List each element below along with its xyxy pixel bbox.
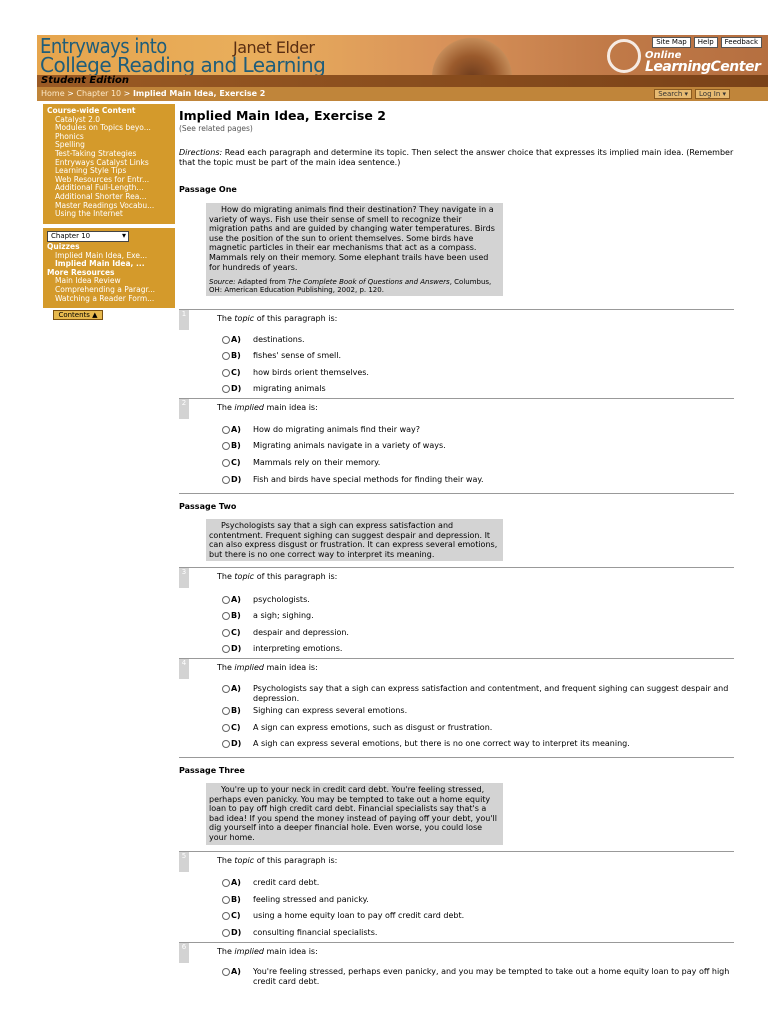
option-text: how birds orient themselves.: [253, 368, 369, 377]
question-block: [179, 567, 734, 657]
banner-arch-image: [432, 37, 512, 75]
feedback-link[interactable]: Feedback: [721, 37, 762, 48]
sidebar-item[interactable]: Phonics: [55, 132, 84, 141]
sidebar-item-quiz-current[interactable]: Implied Main Idea, ...: [55, 260, 145, 269]
answer-option[interactable]: [222, 425, 733, 435]
breadcrumb-bar: [37, 87, 768, 101]
radio-button[interactable]: [222, 724, 230, 732]
stem-tail: of this paragraph is:: [254, 314, 338, 323]
question-stem: [217, 572, 337, 581]
sidebar-chapter-content: [43, 228, 175, 308]
sidebar-item[interactable]: Additional Full-Length...: [55, 184, 144, 193]
edition-bar: [37, 75, 768, 87]
breadcrumb-chapter[interactable]: Chapter 10: [76, 89, 122, 98]
question-stem: [217, 314, 337, 323]
top-links: [652, 37, 762, 48]
passage-text: [206, 519, 503, 561]
stem-implied: implied: [234, 403, 264, 412]
question-block: [179, 942, 734, 1002]
option-text: You're feeling stressed, perhaps even panicky, and you may be tempted to take out a home equity loan to pay off high credit card debt.: [253, 967, 730, 986]
answer-option[interactable]: [222, 895, 733, 905]
radio-button[interactable]: [222, 912, 230, 920]
related-pages-link[interactable]: (See related pages): [179, 124, 253, 133]
stem-tail: of this paragraph is:: [254, 856, 338, 865]
radio-button[interactable]: [222, 442, 230, 450]
sidebar-item[interactable]: Entryways Catalyst Links: [55, 158, 149, 167]
option-text: destinations.: [253, 335, 305, 344]
radio-button[interactable]: [222, 612, 230, 620]
option-letter: A): [231, 335, 241, 344]
option-letter: A): [231, 425, 241, 434]
olc-logo-icon: [607, 39, 641, 73]
sidebar-item[interactable]: Spelling: [55, 141, 85, 150]
stem-topic: topic: [234, 314, 255, 323]
radio-button[interactable]: [222, 426, 230, 434]
stem-the: The: [217, 947, 235, 956]
sidebar-item[interactable]: Additional Shorter Rea...: [55, 192, 147, 201]
answer-option[interactable]: [222, 384, 733, 394]
option-text: How do migrating animals find their way?: [253, 425, 421, 434]
chapter-select[interactable]: Chapter 10 ▾: [47, 231, 129, 242]
option-text: psychologists.: [253, 595, 310, 604]
radio-button[interactable]: [222, 879, 230, 887]
stem-topic: topic: [234, 572, 255, 581]
passage-heading: Passage Three: [179, 766, 245, 775]
breadcrumb: [41, 88, 265, 100]
answer-option[interactable]: [222, 878, 733, 888]
breadcrumb-sep: >: [121, 89, 133, 98]
sidebar-item[interactable]: Using the Internet: [55, 210, 123, 219]
radio-button[interactable]: [222, 596, 230, 604]
passage-heading: Passage Two: [179, 502, 237, 511]
directions-text: Read each paragraph and determine its topic. Then select the answer choice that expresses its implied main idea. (Remember that the topic must be part of the main idea sentence.): [179, 148, 734, 167]
option-letter: C): [231, 723, 241, 732]
question-block: [179, 851, 734, 941]
sidebar-item-quiz[interactable]: Implied Main Idea, Exe...: [55, 251, 148, 260]
answer-option[interactable]: [222, 368, 733, 378]
directions: [179, 148, 734, 168]
sidebar-heading-more: More Resources: [47, 267, 115, 277]
option-text: Psychologists say that a sigh can express satisfaction and contentment, and frequent sighing can suggest despair and depression.: [253, 684, 729, 703]
option-text: A sigh can express several emotions, but there is no one correct way to interpret its meaning.: [253, 739, 630, 748]
source-post: , Columbus, OH: American Education Publishing, 2002, p. 120.: [209, 278, 492, 295]
sidebar-item-resource[interactable]: Watching a Reader Form...: [55, 294, 155, 303]
option-text: feeling stressed and panicky.: [253, 895, 369, 904]
source-title: The Complete Book of Questions and Answers: [287, 278, 450, 287]
passage-body: How do migrating animals find their destination? They navigate in a variety of ways. Fish use their sense of smell to recognize their migration paths and are guided by changing water temperatures. Birds use the position of the sun to orient themselves. Some birds have magnetic particles in their ear mechanisms that act as a compass. Mammals rely on their memory. Some elephant trails have been used for hundreds of years.: [209, 205, 495, 272]
stem-tail: main idea is:: [263, 403, 318, 412]
radio-button[interactable]: [222, 968, 230, 976]
option-letter: A): [231, 878, 241, 887]
author-name: Janet Elder: [233, 38, 315, 57]
breadcrumb-home[interactable]: Home: [41, 89, 65, 98]
option-letter: B): [231, 611, 241, 620]
stem-the: The: [217, 572, 235, 581]
answer-option[interactable]: [222, 967, 733, 986]
passage-text: [206, 203, 503, 296]
option-letter: D): [231, 384, 242, 393]
option-text: consulting financial specialists.: [253, 928, 378, 937]
stem-tail: main idea is:: [263, 663, 318, 672]
source-label: Source:: [209, 278, 236, 287]
question-stem: [217, 663, 318, 672]
section-divider: [179, 493, 734, 494]
contents-button[interactable]: Contents ▲: [53, 310, 103, 320]
answer-option[interactable]: [222, 351, 733, 361]
page-title: Implied Main Idea, Exercise 2: [179, 108, 386, 123]
section-divider: [179, 757, 734, 758]
option-text: despair and depression.: [253, 628, 349, 637]
olc-logo-center: LearningCenter: [645, 59, 761, 75]
radio-button[interactable]: [222, 896, 230, 904]
answer-option[interactable]: [222, 628, 733, 638]
option-letter: B): [231, 441, 241, 450]
stem-the: The: [217, 663, 235, 672]
search-button[interactable]: Search ▾: [654, 89, 692, 99]
option-letter: C): [231, 911, 241, 920]
radio-button[interactable]: [222, 369, 230, 377]
question-block: [179, 398, 734, 492]
radio-button[interactable]: [222, 707, 230, 715]
question-stem: [217, 947, 318, 956]
radio-button[interactable]: [222, 476, 230, 484]
answer-option[interactable]: [222, 595, 733, 605]
utility-buttons: [654, 89, 730, 99]
source-pre: Adapted from: [235, 278, 288, 287]
radio-button[interactable]: [222, 336, 230, 344]
answer-option[interactable]: [222, 475, 733, 485]
option-letter: D): [231, 928, 242, 937]
radio-button[interactable]: [222, 685, 230, 693]
stem-tail: of this paragraph is:: [254, 572, 338, 581]
question-number: 4: [179, 659, 189, 679]
breadcrumb-current: Implied Main Idea, Exercise 2: [132, 89, 266, 98]
option-text: interpreting emotions.: [253, 644, 343, 653]
sidebar-item-resource[interactable]: Comprehending a Paragr...: [55, 285, 156, 294]
book-title-line2: College Reading and Learning: [40, 53, 326, 75]
option-letter: A): [231, 684, 241, 693]
passage-body: Psychologists say that a sigh can express satisfaction and contentment. Frequent sighing can suggest despair and depression. It can also express disgust or frustration. It can express several emotions, but there is no one correct way to interpret its meaning.: [209, 521, 498, 559]
answer-option[interactable]: [222, 441, 733, 451]
sidebar-heading-quizzes: Quizzes: [47, 242, 80, 251]
answer-option[interactable]: [222, 928, 733, 938]
sidebar-item[interactable]: Learning Style Tips: [55, 167, 127, 176]
stem-the: The: [217, 314, 235, 323]
passage-heading: Passage One: [179, 185, 237, 194]
radio-button[interactable]: [222, 352, 230, 360]
option-letter: A): [231, 967, 241, 976]
option-letter: D): [231, 644, 242, 653]
option-letter: B): [231, 895, 241, 904]
option-letter: C): [231, 458, 241, 467]
stem-implied: implied: [234, 663, 264, 672]
radio-button[interactable]: [222, 629, 230, 637]
passage-source: [209, 278, 500, 294]
answer-option[interactable]: [222, 911, 733, 921]
question-number: 6: [179, 943, 189, 963]
olc-logo-online: Online: [645, 50, 682, 61]
stem-the: The: [217, 856, 235, 865]
question-number: 5: [179, 852, 189, 872]
option-letter: C): [231, 628, 241, 637]
option-text: Fish and birds have special methods for finding their way.: [253, 475, 484, 484]
answer-option[interactable]: [222, 723, 733, 733]
sidebar-item[interactable]: Modules on Topics beyo...: [55, 124, 151, 133]
question-number: 1: [179, 310, 189, 330]
option-text: a sigh; sighing.: [253, 611, 314, 620]
option-text: A sign can express emotions, such as disgust or frustration.: [253, 723, 493, 732]
option-letter: A): [231, 595, 241, 604]
answer-option[interactable]: [222, 611, 733, 621]
option-text: Sighing can express several emotions.: [253, 706, 408, 715]
stem-implied: implied: [234, 947, 264, 956]
sidebar-heading: Course-wide Content: [47, 106, 136, 115]
question-number: 3: [179, 568, 189, 588]
stem-tail: main idea is:: [263, 947, 318, 956]
stem-topic: topic: [234, 856, 255, 865]
option-letter: C): [231, 368, 241, 377]
option-text: migrating animals: [253, 384, 326, 393]
question-block: [179, 309, 734, 397]
passage-text: [206, 783, 503, 845]
passage-body: You're up to your neck in credit card debt. You're feeling stressed, perhaps even panicky. You may be tempted to take out a home equity loan to pay off high credit card debt. Financial specialists say that's a bad idea! If you spend the money instead of paying off your debt, you'll dig yourself into a deeper financial hole. Even worse, you could lose your home.: [209, 785, 497, 842]
radio-button[interactable]: [222, 385, 230, 393]
question-stem: [217, 856, 337, 865]
answer-option[interactable]: [222, 458, 733, 468]
question-block: [179, 658, 734, 758]
directions-label: Directions:: [179, 148, 223, 157]
breadcrumb-sep: >: [64, 89, 77, 98]
option-text: using a home equity loan to pay off credit card debt.: [253, 911, 465, 920]
site-banner: [37, 35, 768, 75]
option-letter: B): [231, 706, 241, 715]
option-text: fishes' sense of smell.: [253, 351, 342, 360]
sidebar-item[interactable]: Master Readings Vocabu...: [55, 201, 155, 210]
radio-button[interactable]: [222, 459, 230, 467]
sidebar-course-content: [43, 104, 175, 224]
sidebar-item[interactable]: Catalyst 2.0: [55, 115, 101, 124]
question-number: 2: [179, 399, 189, 419]
option-letter: D): [231, 739, 242, 748]
option-text: Mammals rely on their memory.: [253, 458, 381, 467]
answer-option[interactable]: [222, 684, 733, 703]
option-text: Migrating animals navigate in a variety of ways.: [253, 441, 446, 450]
option-text: credit card debt.: [253, 878, 320, 887]
answer-option[interactable]: [222, 706, 733, 716]
sidebar-item[interactable]: Test-Taking Strategies: [55, 149, 137, 158]
main-content: [179, 108, 734, 168]
book-title-line1: Entryways into: [40, 35, 167, 58]
edition-label: Student Edition: [41, 75, 130, 86]
site-map-link[interactable]: Site Map: [652, 37, 690, 48]
login-button[interactable]: Log In ▾: [695, 89, 730, 99]
answer-option[interactable]: [222, 335, 733, 345]
answer-option[interactable]: [222, 739, 733, 749]
help-link[interactable]: Help: [694, 37, 718, 48]
option-letter: B): [231, 351, 241, 360]
sidebar-item-resource[interactable]: Main Idea Review: [55, 277, 121, 286]
stem-the: The: [217, 403, 235, 412]
question-stem: [217, 403, 318, 412]
radio-button[interactable]: [222, 929, 230, 937]
answer-option[interactable]: [222, 644, 733, 654]
option-letter: D): [231, 475, 242, 484]
sidebar-item[interactable]: Web Resources for Entr...: [55, 175, 150, 184]
radio-button[interactable]: [222, 645, 230, 653]
radio-button[interactable]: [222, 740, 230, 748]
